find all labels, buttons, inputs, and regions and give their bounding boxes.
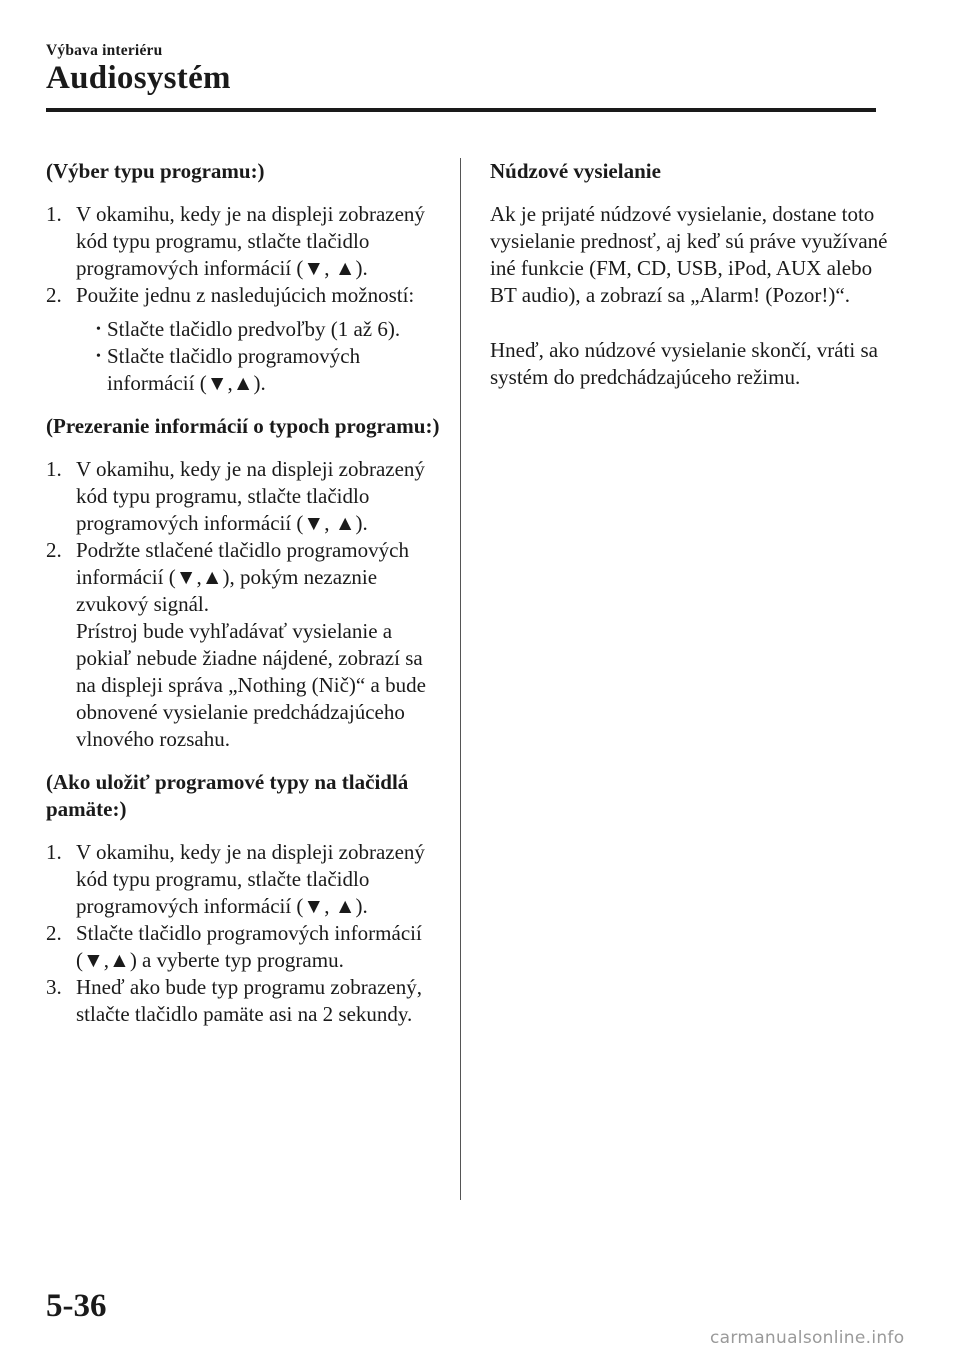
list-item (46, 839, 446, 920)
step-note: Prístroj bude vyhľadávať vysielanie a pokiaľ nebude žiadne nájdené, zobrazí sa na displeji správa „Nothing (Nič)“ a bude obnovené vysielanie predchádzajúceho vlnového rozsahu. (76, 619, 426, 751)
step-text: Hneď ako bude typ programu zobrazený, stlačte tlačidlo pamäte asi na 2 sekundy. (76, 975, 422, 1026)
list-item (46, 456, 446, 537)
steps-view-program-info (46, 456, 446, 753)
step-number: 2. (46, 283, 62, 307)
step-text: V okamihu, kedy je na displeji zobrazený kód typu programu, stlačte tlačidlo programových informácií (▼, ▲). (76, 840, 425, 918)
steps-save-program-types (46, 839, 446, 1028)
list-item (46, 974, 446, 1028)
bullet-text: Stlačte tlačidlo predvoľby (1 až 6). (107, 317, 401, 341)
paragraph: Hneď, ako núdzové vysielanie skončí, vráti sa systém do predchádzajúceho režimu. (490, 338, 878, 389)
step-number: 1. (46, 457, 62, 481)
list-item (96, 343, 446, 397)
step-number: 1. (46, 202, 62, 226)
bullet-icon: • (96, 322, 101, 337)
list-item (46, 920, 446, 974)
step-text: Podržte stlačené tlačidlo programových informácií (▼,▲), pokým nezaznie zvukový signál. (76, 538, 409, 616)
step-text: Stlačte tlačidlo programových informácií (▼,▲) a vyberte typ programu. (76, 921, 422, 972)
header-rule (46, 108, 876, 112)
step-text: V okamihu, kedy je na displeji zobrazený kód typu programu, stlačte tlačidlo programových informácií (▼, ▲). (76, 202, 425, 280)
bullet-text: Stlačte tlačidlo programových informácií (▼,▲). (107, 344, 361, 395)
page-number: 5-36 (46, 1288, 107, 1324)
breadcrumb: Výbava interiéru (46, 42, 163, 59)
step-text: Použite jednu z nasledujúcich možností: (76, 283, 415, 307)
list-item (96, 316, 446, 343)
bullet-icon: • (96, 349, 101, 364)
list-item (46, 201, 446, 282)
section-heading-view-program-info: (Prezeranie informácií o typoch programu:) (46, 414, 440, 438)
page-title: Audiosystém (46, 60, 231, 96)
watermark: carmanualsonline.info (710, 1328, 905, 1348)
step-number: 2. (46, 538, 62, 562)
step-number: 1. (46, 840, 62, 864)
paragraph: Ak je prijaté núdzové vysielanie, dostane toto vysielanie prednosť, aj keď sú práve využívané iné funkcie (FM, CD, USB, iPod, AUX alebo BT audio), a zobrazí sa „Alarm! (Pozor!)“. (490, 202, 888, 307)
left-column (46, 158, 446, 1044)
section-heading-select-program-type: (Výber typu programu:) (46, 159, 265, 183)
column-divider (460, 158, 461, 1200)
list-item (46, 282, 446, 397)
bullet-list (76, 316, 446, 397)
step-text: V okamihu, kedy je na displeji zobrazený kód typu programu, stlačte tlačidlo programových informácií (▼, ▲). (76, 457, 425, 535)
step-number: 3. (46, 975, 62, 999)
right-column (490, 158, 890, 419)
steps-select-program-type (46, 201, 446, 397)
list-item (46, 537, 446, 753)
section-heading-save-program-types: (Ako uložiť programové typy na tlačidlá pamäte:) (46, 770, 409, 821)
section-heading-emergency-broadcast: Núdzové vysielanie (490, 159, 661, 183)
step-number: 2. (46, 921, 62, 945)
